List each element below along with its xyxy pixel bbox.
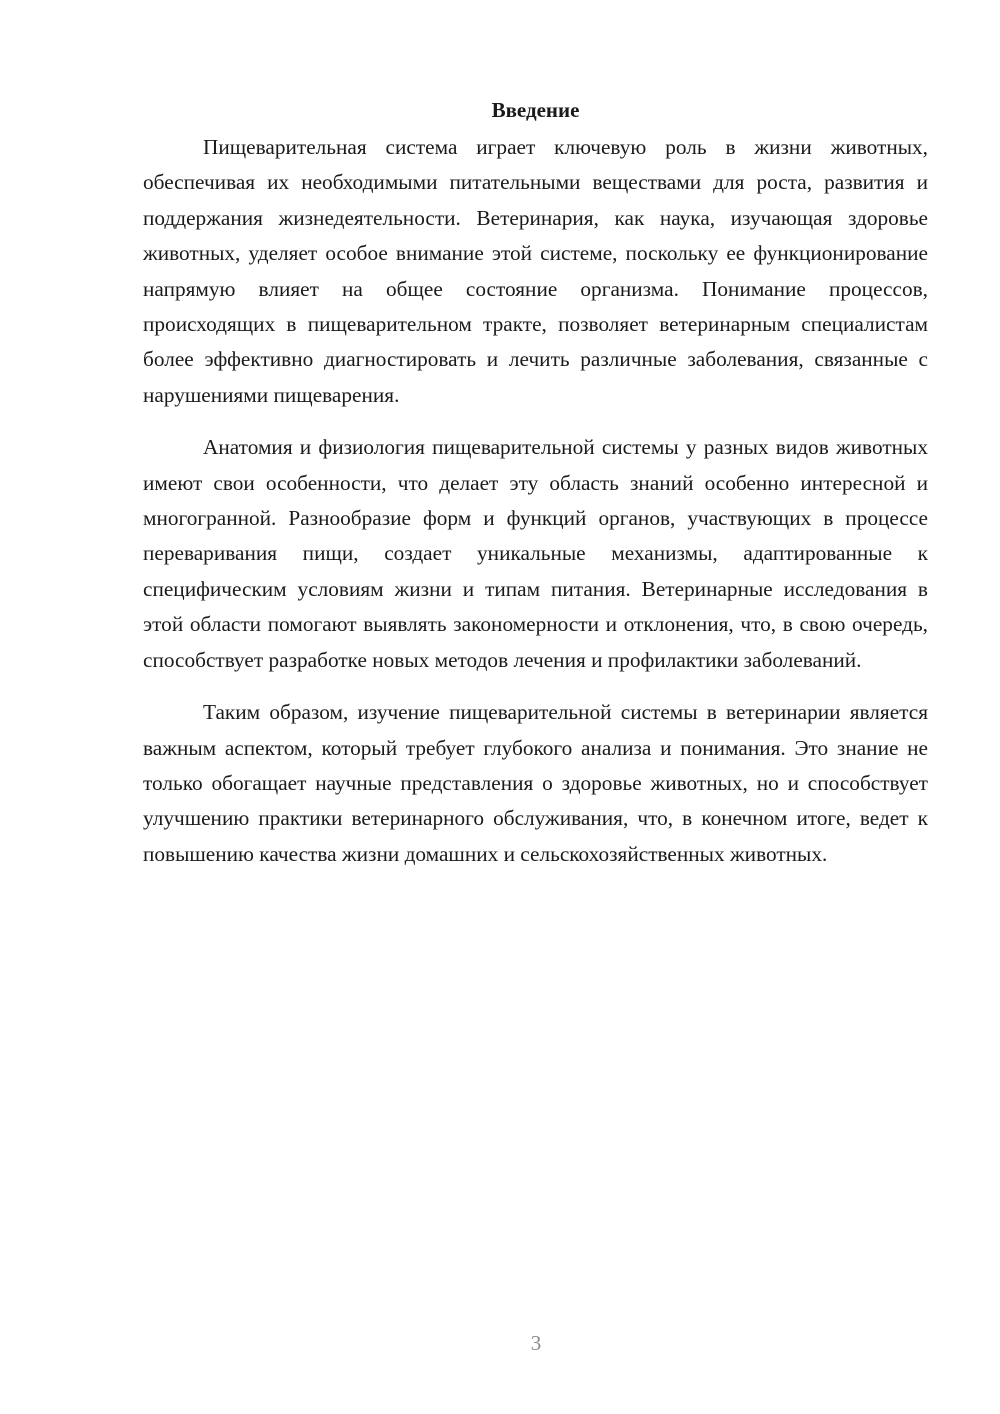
paragraph-2: Анатомия и физиология пищеварительной системы у разных видов животных имеют свои особенности, что делает эту область знаний особенно интересной и многогранной. Разнообразие форм и функций органов, участвующих в процессе переваривания пищи, создает уникальные механизмы, адаптированные к специфическим условиям жизни и типам питания. Ветеринарные исследования в этой области помогают выявлять закономерности и отклонения, что, в свою очередь, способствует разработке новых методов лечения и профилактики заболеваний.	[143, 435, 928, 672]
page-number: 3	[530, 1331, 542, 1355]
paragraph-1: Пищеварительная система играет ключевую роль в жизни животных, обеспечивая их необходимыми питательными веществами для роста, развития и поддержания жизнедеятельности. Ветеринария, как наука, изучающая здоровье животных, уделяет особое внимание этой системе, поскольку ее функционирование напрямую влияет на общее состояние организма. Понимание процессов, происходящих в пищеварительном тракте, позволяет ветеринарным специалистам более эффективно диагностировать и лечить различные заболевания, связанные с нарушениями пищеварения.	[143, 135, 928, 407]
section-heading: Введение	[491, 98, 580, 122]
page-content	[143, 92, 928, 889]
paragraph-3: Таким образом, изучение пищеварительной системы в ветеринарии является важным аспектом, который требует глубокого анализа и понимания. Это знание не только обогащает научные представления о здоровье животных, но и способствует улучшению практики ветеринарного обслуживания, что, в конечном итоге, ведет к повышению качества жизни домашних и сельскохозяйственных животных.	[143, 700, 928, 866]
